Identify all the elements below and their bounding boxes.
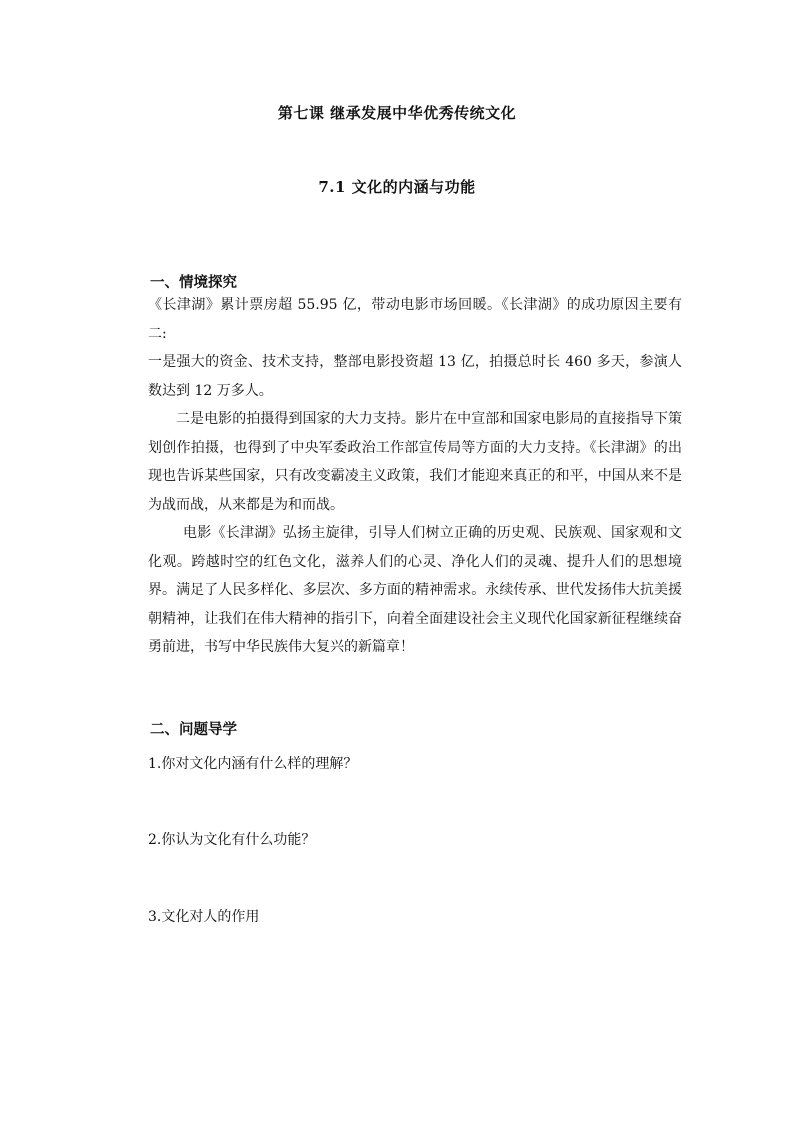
reason-two-block bbox=[148, 405, 682, 519]
section-heading-questions: 二、问题导学 bbox=[150, 721, 237, 738]
question-item: 1.你对文化内涵有什么样的理解？ bbox=[148, 756, 358, 772]
summary-paragraph: 电影《长津湖》弘扬主旋律，引导人们树立正确的历史观、民族观、国家观和文化观。跨越时空的红色文化，滋养人们的心灵、净化人们的灵魂、提升人们的思想境界。满足了人民多样化、多层次、多方面的精神需求。永续传承、世代发扬伟大抗美援朝精神，让我们在伟大精神的指引下，向着全面建设社会主义现代化国家新征程继续奋勇前进，书写中华民族伟大复兴的新篇章！ bbox=[148, 525, 682, 655]
summary-block bbox=[148, 519, 682, 662]
lesson-title: 第七课 继承发展中华优秀传统文化 bbox=[277, 104, 517, 122]
section-subtitle: 7.1 文化的内涵与功能 bbox=[318, 178, 476, 196]
section-heading-scenario: 一、情境探究 bbox=[150, 274, 237, 291]
question-item: 2.你认为文化有什么功能？ bbox=[148, 832, 316, 848]
question-item: 3.文化对人的作用 bbox=[148, 909, 260, 925]
intro-block bbox=[148, 291, 682, 405]
reason-one-paragraph: 一是强大的资金、技术支持，整部电影投资超 13 亿，拍摄总时长 460 多天，参演人数达到 12 万多人。 bbox=[148, 354, 682, 399]
reason-two-paragraph: 二是电影的拍摄得到国家的大力支持。影片在中宣部和国家电影局的直接指导下策划创作拍摄，也得到了中央军委政治工作部宣传局等方面的大力支持。《长津湖》的出现也告诉某些国家，只有改变霸凌主义政策，我们才能迎来真正的和平，中国从来不是为战而战，从来都是为和而战。 bbox=[148, 411, 682, 513]
intro-line: 《长津湖》累计票房超 55.95 亿，带动电影市场回暖。《长津湖》的成功原因主要有二: bbox=[148, 297, 682, 342]
